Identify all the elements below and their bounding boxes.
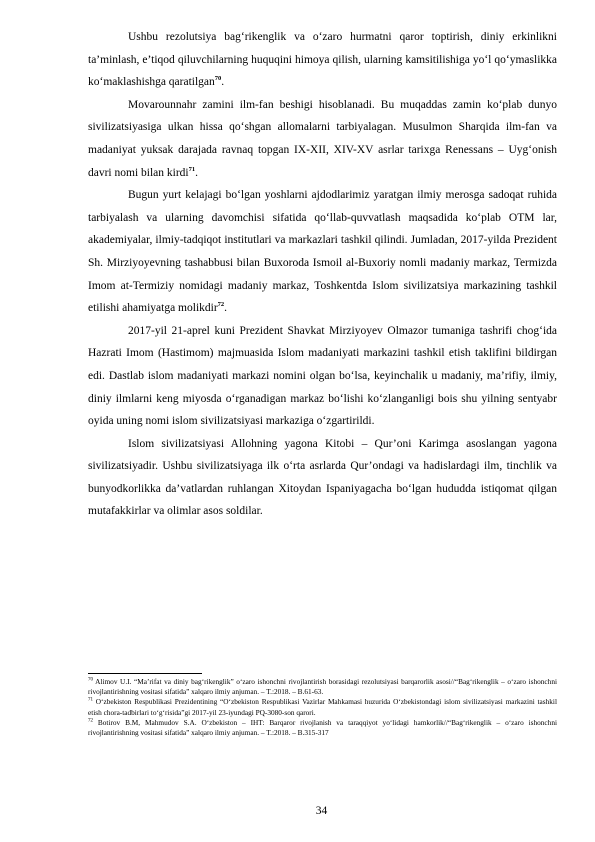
footnote-ref[interactable]: 70 bbox=[214, 75, 222, 83]
main-text bbox=[88, 26, 557, 523]
paragraph-1: Ushbu rezolutsiya bag‘rikenglik va o‘zaro hurmatni qaror toptirish, diniy erkinlikni ta’minlash, e’tiqod qiluvchilarning huquqini himoya qilish, ularning kamsitilishiga yo‘l qo‘ymaslikka ko‘maklashishga qaratilgan$^{70}$. bbox=[88, 31, 557, 89]
paragraph-2: Movarounnahr zamini ilm-fan beshigi hisoblanadi. Bu muqaddas zamin ko‘plab dunyo sivilizatsiyasiga ulkan hissa qo‘shgan allomalarni tarbiyalagan. Musulmon Sharqida ilm-fan va madaniyat yuksak darajada ravnaq topgan IX-XII, XIV-XV asrlar tarixga Renessans – Uyg‘onish davri nomi bilan kirdi$^{71}$. bbox=[88, 98, 557, 179]
footnote-ref[interactable]: 72 bbox=[217, 301, 225, 309]
paragraph-5 bbox=[88, 433, 557, 523]
footnote-divider bbox=[88, 673, 202, 674]
footnote-71 bbox=[88, 697, 557, 717]
paragraph-text: Islom sivilizatsiyasi Allohning yagona Kitobi – Qur’oni Karimga asoslangan yagona sivilizatsiyadir. Ushbu sivilizatsiyaga ilk o‘rta asrlarda Qur’ondagi va hadislardagi ilm, tinchlik va bunyodkorlikka da’vatlardan ruhlangan Xitoydan Ispaniyagacha bo‘lgan hududda istiqomat qilgan mutafakkirlar va olimlar asos soldilar. bbox=[88, 437, 557, 518]
paragraph-4 bbox=[88, 320, 557, 433]
footnote-ref[interactable]: 71 bbox=[188, 165, 196, 173]
footnote-number: 71 bbox=[88, 697, 93, 703]
paragraph-text: 2017-yil 21-aprel kuni Prezident Shavkat Mirziyoyev Olmazor tumaniga tashrifi chog‘ida Hazrati Imom (Hastimom) majmuasida Islom madaniyati markazini tashkil etish taklifini bildirgan edi. Dastlab islom madaniyati markazi nomini olgan bo‘lsa, keyinchalik u madaniy, ma’rifiy, ilmiy, diniy ilmlarni keng miyosda o‘rganadigan markaz bo‘lishi ko‘zlanganligi bois shu yilning sentyabr oyida uning nomi islom sivilizatsiyasi markaziga o‘zgartirildi. bbox=[88, 324, 557, 428]
footnotes bbox=[88, 677, 557, 738]
footnote-70 bbox=[88, 677, 557, 697]
footnote-number: 70 bbox=[88, 677, 93, 683]
paragraph-text: Movarounnahr zamini ilm-fan beshigi hisoblanadi. Bu muqaddas zamin ko‘plab dunyo sivilizatsiyasiga ulkan hissa qo‘shgan allomalarni tarbiyalagan. Musulmon Sharqida ilm-fan va madaniyat yuksak darajada ravnaq topgan IX-XII, XIV-XV asrlar tarixga Renessans – Uyg‘onish davri nomi bilan kirdi bbox=[88, 98, 557, 179]
page-number: 34 bbox=[315, 805, 328, 817]
paragraph-text: Ushbu rezolutsiya bag‘rikenglik va o‘zaro hurmatni qaror toptirish, diniy erkinlikni ta’minlash, e’tiqod qiluvchilarning huquqini himoya qilish, ularning kamsitilishiga yo‘l qo‘ymaslikka ko‘maklashishga qaratilgan bbox=[88, 31, 557, 89]
footnote-text: O‘zbekiston Respublikasi Prezidentining “O‘zbekiston Respublikasi Vazirlar Mahkamasi huzurida O‘zbekistondagi islom sivilizatsiyasi markazini tashkil etish chora-tadbirlari to‘g‘risida”gi 2017-yil 23-iyundagi PQ-3080-son qarori. bbox=[88, 697, 557, 717]
footnote-text: Alimov U.I. “Ma’rifat va diniy bag‘rikenglik” o‘zaro ishonchni rivojlantirish borasidagi rezolutsiyasi barqarorlik asosi//“Bag‘rikenglik – o‘zaro ishonchni rivojlantirishning vositasi sifatida” xalqaro ilmiy anjuman. – T.:2018. – B.61-63. bbox=[88, 677, 557, 697]
paragraph-3: Bugun yurt kelajagi bo‘lgan yoshlarni ajdodlarimiz yaratgan ilmiy merosga sadoqat ruhida tarbiyalash va ularning davomchisi sifatida qo‘llab-quvvatlash maqsadida ko‘plab OTM lar, akademiyalar, ilmiy-tadqiqot institutlari va markazlari tashkil qilindi. Jumladan, 2017-yilda Prezident Sh. Mirziyoyevning tashabbusi bilan Buxoroda Ismoil al-Buxoriy nomli madaniy markaz, Termizda Imom at-Termiziy nomidagi madaniy markaz, Toshkentda Islom sivilizatsiya markazining tashkil etilishi ahamiyatga molikdir$^{72}$. bbox=[88, 189, 557, 315]
paragraph-text: Bugun yurt kelajagi bo‘lgan yoshlarni ajdodlarimiz yaratgan ilmiy merosga sadoqat ruhida tarbiyalash va ularning davomchisi sifatida qo‘llab-quvvatlash maqsadida ko‘plab OTM lar, akademiyalar, ilmiy-tadqiqot institutlari va markazlari tashkil qilindi. Jumladan, 2017-yilda Prezident Sh. Mirziyoyevning tashabbusi bilan Buxoroda Ismoil al-Buxoriy nomli madaniy markaz, Termizda Imom at-Termiziy nomidagi madaniy markaz, Toshkentda Islom sivilizatsiya markazining tashkil etilishi ahamiyatga molikdir bbox=[88, 189, 557, 315]
footnote-text: Botirov B.M, Mahmudov S.A. O‘zbekiston – IHT: Barqaror rivojlanish va taraqqiyot yo‘lidagi hamkorlik//“Bag‘rikenglik – o‘zaro ishonchni rivojlantirishning vositasi sifatida” xalqaro ilmiy anjuman. – T.:2018. – B.315-317 bbox=[88, 717, 557, 738]
footnote-number: 72 bbox=[88, 718, 93, 724]
footnote-72 bbox=[88, 718, 557, 738]
